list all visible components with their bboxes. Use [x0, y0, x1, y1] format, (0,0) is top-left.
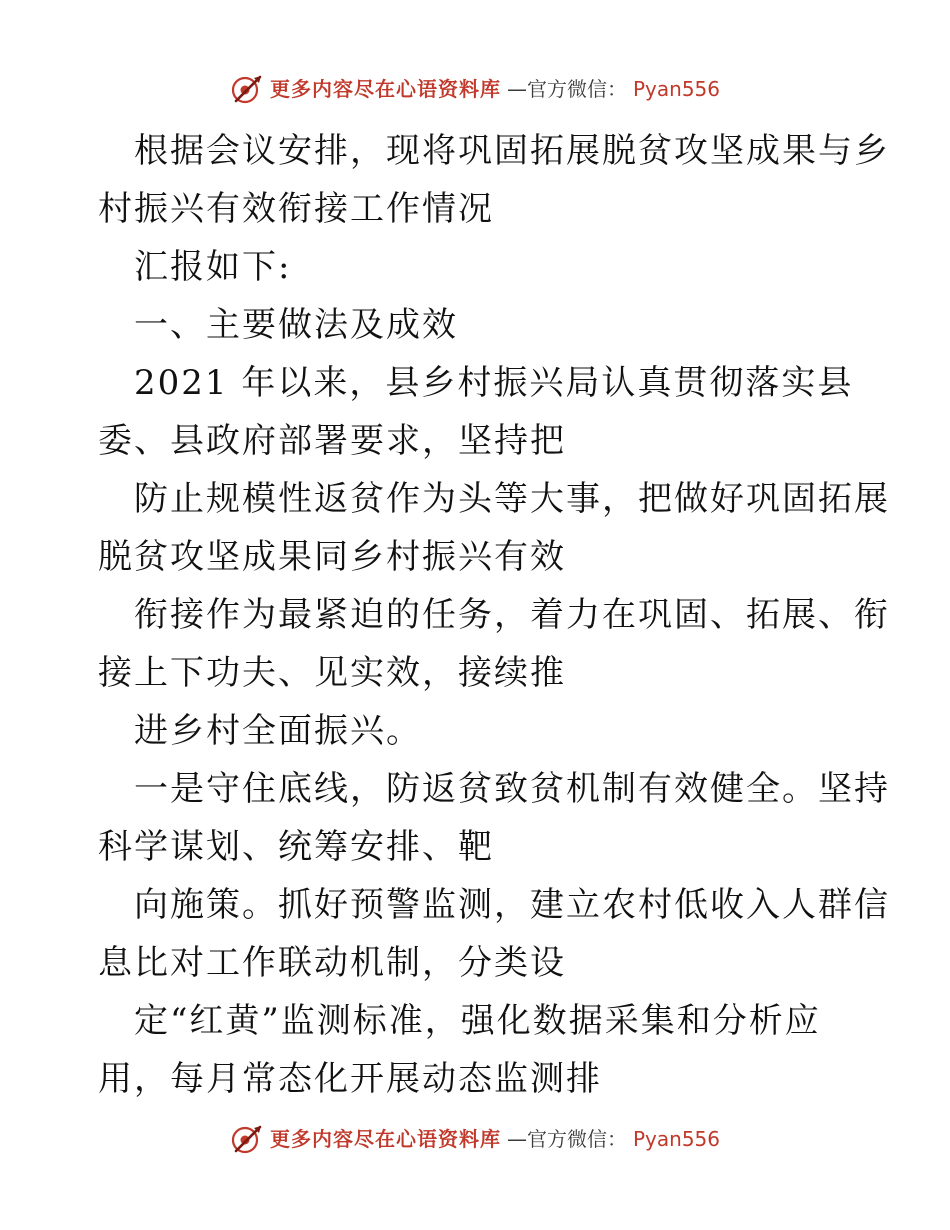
- document-line: 村振兴有效衔接工作情况: [98, 189, 494, 229]
- document-line: 脱贫攻坚成果同乡村振兴有效: [98, 537, 566, 577]
- document-line: 汇报如下:: [134, 247, 292, 287]
- quill-logo-icon: [230, 1124, 264, 1154]
- banner-title: 更多内容尽在心语资料库: [269, 77, 501, 101]
- quill-logo-icon: [230, 74, 264, 104]
- document-line: 2021 年以来，县乡村振兴局认真贯彻落实县: [134, 363, 854, 403]
- document-line: 一、主要做法及成效: [134, 305, 458, 345]
- document-line: 委、县政府部署要求，坚持把: [98, 421, 566, 461]
- document-line: 息比对工作联动机制，分类设: [98, 943, 566, 983]
- banner-title: 更多内容尽在心语资料库: [269, 1127, 501, 1151]
- document-body: [98, 122, 890, 1108]
- document-line: 衔接作为最紧迫的任务，着力在巩固、拓展、衔: [134, 595, 890, 635]
- document-line: 一是守住底线，防返贫致贫机制有效健全。坚持: [134, 769, 890, 809]
- footer-watermark-banner: [0, 1124, 950, 1154]
- banner-wechat-label: —官方微信：: [506, 1127, 627, 1151]
- banner-wechat-handle: Pyan556: [632, 1127, 720, 1151]
- document-line: 科学谋划、统筹安排、靶: [98, 827, 494, 867]
- header-watermark-banner: [0, 74, 950, 104]
- document-line: 进乡村全面振兴。: [134, 711, 422, 751]
- document-line: 向施策。抓好预警监测，建立农村低收入人群信: [134, 885, 890, 925]
- banner-wechat-label: —官方微信：: [506, 77, 627, 101]
- document-line: 根据会议安排，现将巩固拓展脱贫攻坚成果与乡: [134, 131, 890, 171]
- document-line: 定“红黄”监测标准，强化数据采集和分析应: [134, 1001, 821, 1041]
- document-line: 接上下功夫、见实效，接续推: [98, 653, 566, 693]
- banner-wechat-handle: Pyan556: [632, 77, 720, 101]
- document-line: 用，每月常态化开展动态监测排: [98, 1059, 602, 1099]
- document-line: 防止规模性返贫作为头等大事，把做好巩固拓展: [134, 479, 890, 519]
